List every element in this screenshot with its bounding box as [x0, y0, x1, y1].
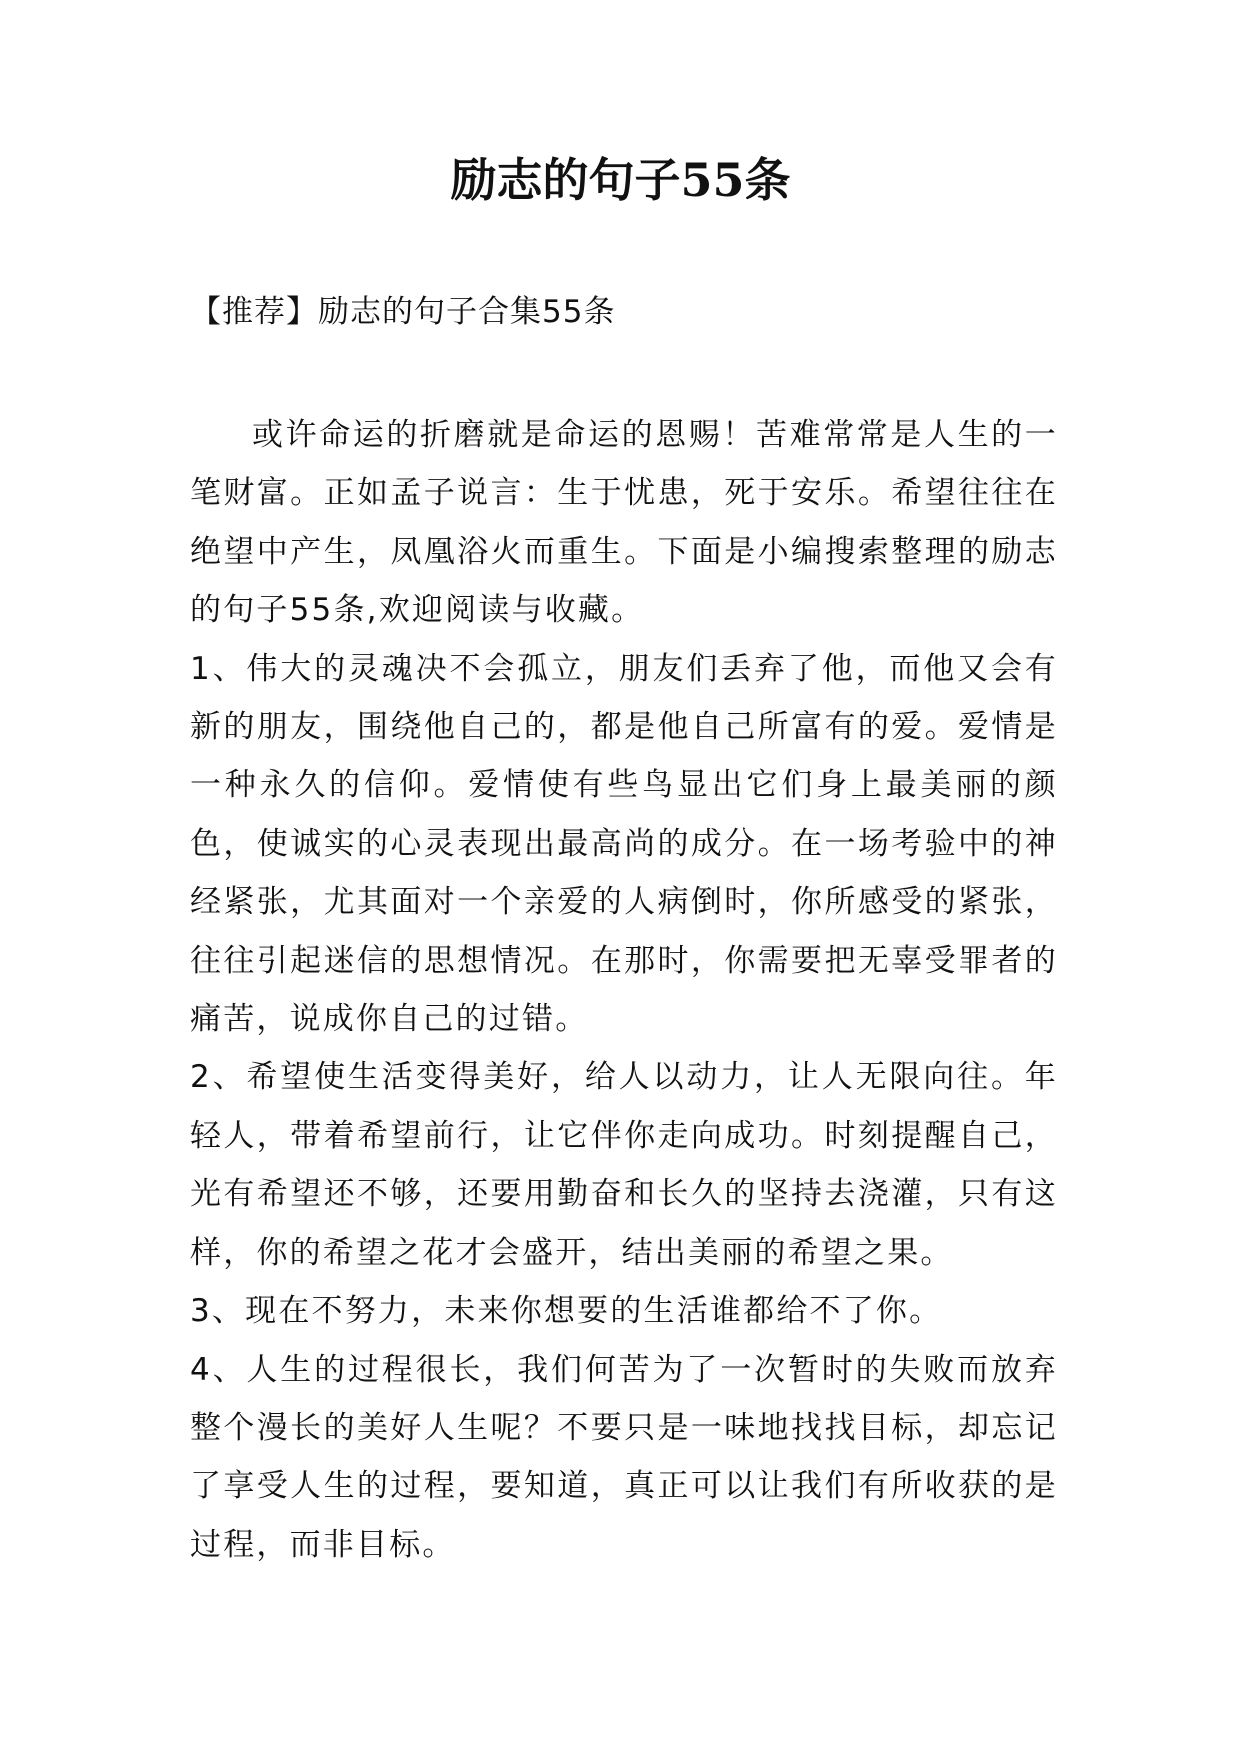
- quote-paragraph-3: 3、现在不努力，未来你想要的生活谁都给不了你。: [190, 1293, 943, 1330]
- document-subtitle: 【推荐】励志的句子合集55条: [190, 294, 616, 330]
- quote-paragraph-4: 4、人生的过程很长，我们何苦为了一次暂时的失败而放弃整个漫长的美好人生呢？不要只是一味地找找目标，却忘记了享受人生的过程，要知道，真正可以让我们有所收获的是过程，而非目标。: [190, 1351, 1058, 1563]
- quote-paragraph-1: 1、伟大的灵魂决不会孤立，朋友们丢弃了他，而他又会有新的朋友，围绕他自己的，都是他自己所富有的爱。爱情是一种永久的信仰。爱情使有些鸟显出它们身上最美丽的颜色，使诚实的心灵表现出最高尚的成分。在一场考验中的神经紧张，尤其面对一个亲爱的人病倒时，你所感受的紧张，往往引起迷信的思想情况。在那时，你需要把无辜受罪者的痛苦，说成你自己的过错。: [190, 650, 1058, 1038]
- intro-paragraph: 或许命运的折磨就是命运的恩赐！苦难常常是人生的一笔财富。正如孟子说言：生于忧患，死于安乐。希望往往在绝望中产生，凤凰浴火而重生。下面是小编搜索整理的励志的句子55条,欢迎阅读与收藏。: [190, 417, 1058, 629]
- quote-paragraph-2: 2、希望使生活变得美好，给人以动力，让人无限向往。年轻人，带着希望前行，让它伴你走向成功。时刻提醒自己，光有希望还不够，还要用勤奋和长久的坚持去浇灌，只有这样，你的希望之花才会盛开，结出美丽的希望之果。: [190, 1059, 1058, 1271]
- document-title: 励志的句子55条: [450, 153, 791, 207]
- document-body: [190, 406, 1058, 1574]
